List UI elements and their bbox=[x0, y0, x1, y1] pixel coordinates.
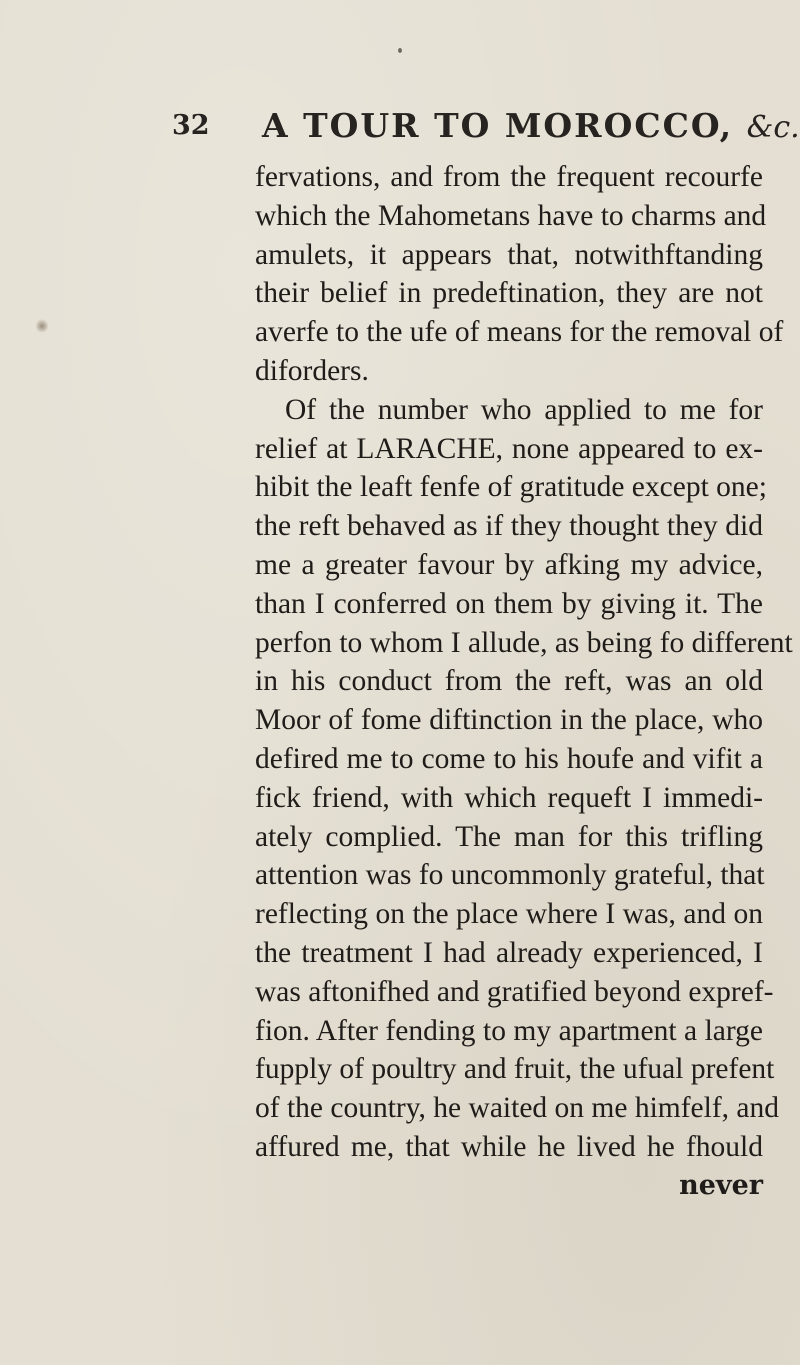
running-head bbox=[262, 106, 800, 145]
text-line: me a greater favour by afking my advice, bbox=[255, 548, 763, 581]
text-line: diforders. bbox=[255, 354, 369, 387]
text-line: fick friend, with which requeft I immedi- bbox=[255, 781, 763, 814]
ink-speck bbox=[398, 48, 402, 53]
text-line: ately complied. The man for this trifling bbox=[255, 820, 763, 853]
text-line: relief at LARACHE, none appeared to ex- bbox=[255, 432, 763, 465]
text-line: of the country, he waited on me himfelf, and bbox=[255, 1092, 779, 1125]
text-line: fupply of poultry and fruit, the ufual prefent bbox=[255, 1053, 775, 1086]
page-number: 32 bbox=[172, 110, 210, 141]
text-line: defired me to come to his houfe and vifit a bbox=[255, 742, 763, 775]
text-line: the treatment I had already experienced, I bbox=[255, 936, 763, 969]
margin-smudge bbox=[36, 318, 48, 334]
text-line: than I conferred on them by giving it. The bbox=[255, 587, 763, 620]
text-line: attention was fo uncommonly grateful, that bbox=[255, 859, 765, 892]
text-line: fervations, and from the frequent recourfe bbox=[255, 161, 763, 193]
body-text bbox=[255, 158, 793, 1206]
text-line: averfe to the ufe of means for the removal of bbox=[255, 316, 784, 349]
text-line: hibit the leaft fenfe of gratitude except one; bbox=[255, 471, 767, 504]
text-line: Moor of fome diftinction in the place, who bbox=[255, 704, 763, 737]
running-title-etc: &c. bbox=[746, 110, 800, 145]
text-line: was aftonifhed and gratified beyond expref- bbox=[255, 975, 774, 1008]
text-line: fion. After fending to my apartment a large bbox=[255, 1014, 763, 1047]
text-line: the reft behaved as if they thought they did bbox=[255, 510, 763, 543]
text-line: their belief in predeftination, they are not bbox=[255, 277, 763, 310]
text-line: affured me, that while he lived he fhould bbox=[255, 1130, 763, 1163]
text-line: which the Mahometans have to charms and bbox=[255, 199, 767, 232]
text-line: in his conduct from the reft, was an old bbox=[255, 665, 763, 698]
text-line: perfon to whom I allude, as being fo different bbox=[255, 626, 793, 659]
text-line: reflecting on the place where I was, and on bbox=[255, 898, 763, 931]
catchword: never bbox=[679, 1169, 763, 1201]
text-line: amulets, it appears that, notwithftanding bbox=[255, 238, 763, 271]
running-title: A TOUR TO MOROCCO, bbox=[262, 106, 734, 145]
paragraph-start-line: Of the number who applied to me for bbox=[285, 393, 763, 426]
